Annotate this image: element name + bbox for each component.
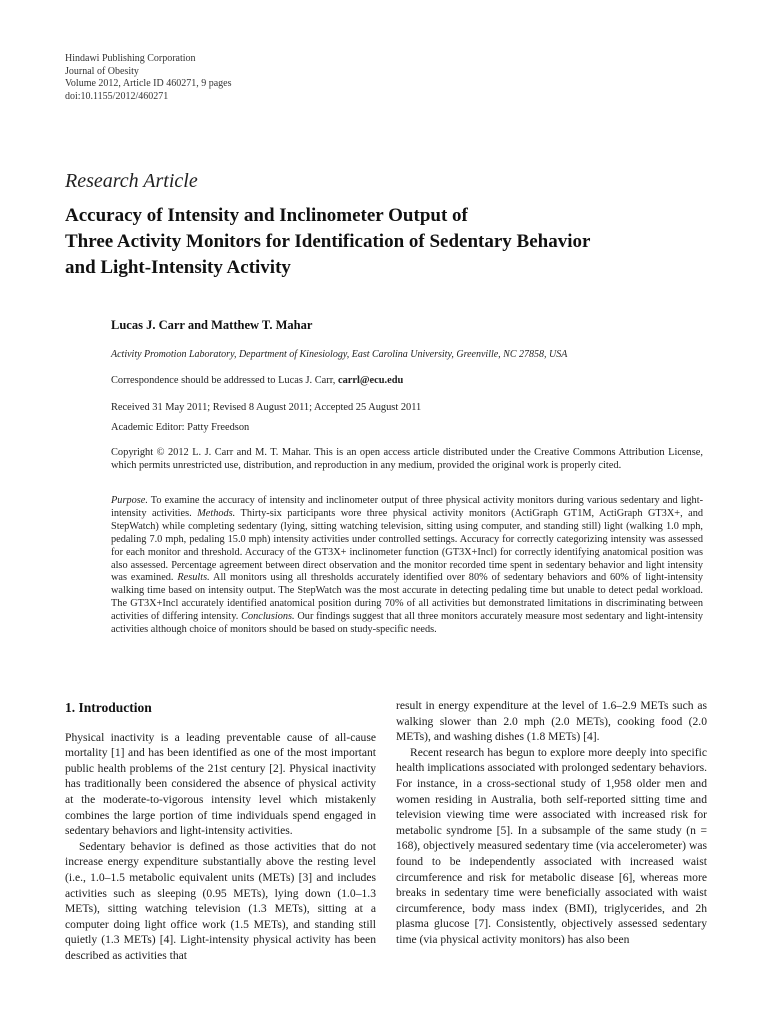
article-title xyxy=(65,203,745,281)
correspondence xyxy=(111,374,703,387)
purpose-label: Purpose. xyxy=(111,495,148,506)
conclusions-text: Our findings suggest that all three monitors accurately measure most sedentary and light-intensity activities although choice of monitors should be based on study-specific needs. xyxy=(111,611,703,636)
title-line-3: and Light-Intensity Activity xyxy=(65,257,291,278)
section-heading-introduction: 1. Introduction xyxy=(65,700,152,715)
abstract xyxy=(111,495,703,637)
intro-paragraph-2-continued: result in energy expenditure at the level of 1.6–2.9 METs such as walking slower than 2.0 mph (2.0 METs), cooking food (2.0 METs), and washing dishes (1.8 METs) [4]. xyxy=(396,699,707,744)
affiliation: Activity Promotion Laboratory, Department of Kinesiology, East Carolina University, Greenville, NC 27858, USA xyxy=(111,349,568,360)
correspondence-email[interactable]: carrl@ecu.edu xyxy=(337,375,404,386)
title-line-1: Accuracy of Intensity and Inclinometer Output of xyxy=(65,205,468,226)
body-column-right xyxy=(396,698,707,948)
intro-paragraph-3: Recent research has begun to explore more deeply into specific health implications associated with prolonged sedentary behaviors. For instance, in a cross-sectional study of 1,958 older men and women residing in Australia, both self-reported sitting time and television viewing time were associated with increased risk for metabolic syndrome [5]. In a subsample of the same study (n = 168), objectively measured sedentary time (via accelerometer) was found to be independently associated with increased waist circumference and risk for metabolic disease [6], whereas more breaks in sedentary time were beneficially associated with waist circumference, body mass index (BMI), triglycerides, and 2h plasma glucose [7]. Consistently, objectively assessed sedentary time (via physical activity monitors) has also been xyxy=(396,745,707,946)
methods-text: Thirty-six participants wore three physical activity monitors (ActiGraph GT1M, ActiGraph GT3X+, and StepWatch) while completing sedentary (lying, sitting watching television, sitting using computer, and standing still) light (walking 1.0 mph, pedaling 7.0 mph, pedaling 15.0 mph) intensity activities under controlled settings. Accuracy for correctly categorizing intensity was assessed for each monitor and threshold. Accuracy of the GT3X+ inclinometer function (GT3X+Incl) for correctly identifying anatomical position was also assessed. Percentage agreement between direct observation and the monitor recorded time spent in sedentary behavior and light intensity was examined. xyxy=(111,507,703,584)
authors: Lucas J. Carr and Matthew T. Mahar xyxy=(111,318,313,332)
article-type: Research Article xyxy=(65,170,198,192)
results-label: Results. xyxy=(177,572,210,584)
methods-label: Methods. xyxy=(197,507,236,519)
body-column-left xyxy=(65,698,376,964)
title-line-2: Three Activity Monitors for Identification of Sedentary Behavior xyxy=(65,231,591,252)
received-dates: Received 31 May 2011; Revised 8 August 2011; Accepted 25 August 2011 xyxy=(111,402,422,413)
journal-header xyxy=(65,53,231,103)
academic-editor: Academic Editor: Patty Freedson xyxy=(111,422,250,433)
doi: doi:10.1155/2012/460271 xyxy=(65,90,169,102)
publisher: Hindawi Publishing Corporation xyxy=(65,53,196,64)
conclusions-label: Conclusions. xyxy=(241,611,295,623)
intro-paragraph-2: Sedentary behavior is defined as those activities that do not increase energy expenditure substantially above the resting level (i.e., 1.0–1.5 metabolic equivalent units (METs) [3] and includes activities such as sleeping (0.95 METs), lying down (1.0–1.3 METs), sitting watching television (1.3 METs), sitting at a computer doing light office work (1.5 METs), and standing still quietly (1.3 METs) [4]. Light-intensity physical activity has been described as activities that xyxy=(65,839,376,962)
journal-name: Journal of Obesity xyxy=(65,65,139,77)
volume-info: Volume 2012, Article ID 460271, 9 pages xyxy=(65,78,232,89)
intro-paragraph-1: Physical inactivity is a leading preventable cause of all-cause mortality [1] and has been identified as one of the most important public health problems of the 21st century [2]. Physical inactivity has traditionally been considered the absence of physical activity at the moderate-to-vigorous intensity level which mistakenly combines the large portion of time individuals spend engaged in sedentary behaviors and light-intensity activities. xyxy=(65,730,376,838)
results-text: All monitors using all thresholds accurately identified over 80% of sedentary behaviors and 60% of light-intensity walking time based on intensity output. The StepWatch was the most accurate in detecting pedaling time but unable to detect pedal workload. The GT3X+Incl accurately identified anatomical position during 70% of all activities but demonstrated limitations in discriminating between activities of differing intensity. xyxy=(111,572,703,623)
correspondence-text: Correspondence should be addressed to Lucas J. Carr, xyxy=(111,375,338,386)
copyright-notice: Copyright © 2012 L. J. Carr and M. T. Mahar. This is an open access article distributed under the Creative Commons Attribution License, which permits unrestricted use, distribution, and reproduction in any medium, provided the original work is properly cited. xyxy=(111,447,703,471)
purpose-text: To examine the accuracy of intensity and inclinometer output of three physical activity monitors during various sedentary and light-intensity activities. xyxy=(111,495,703,519)
